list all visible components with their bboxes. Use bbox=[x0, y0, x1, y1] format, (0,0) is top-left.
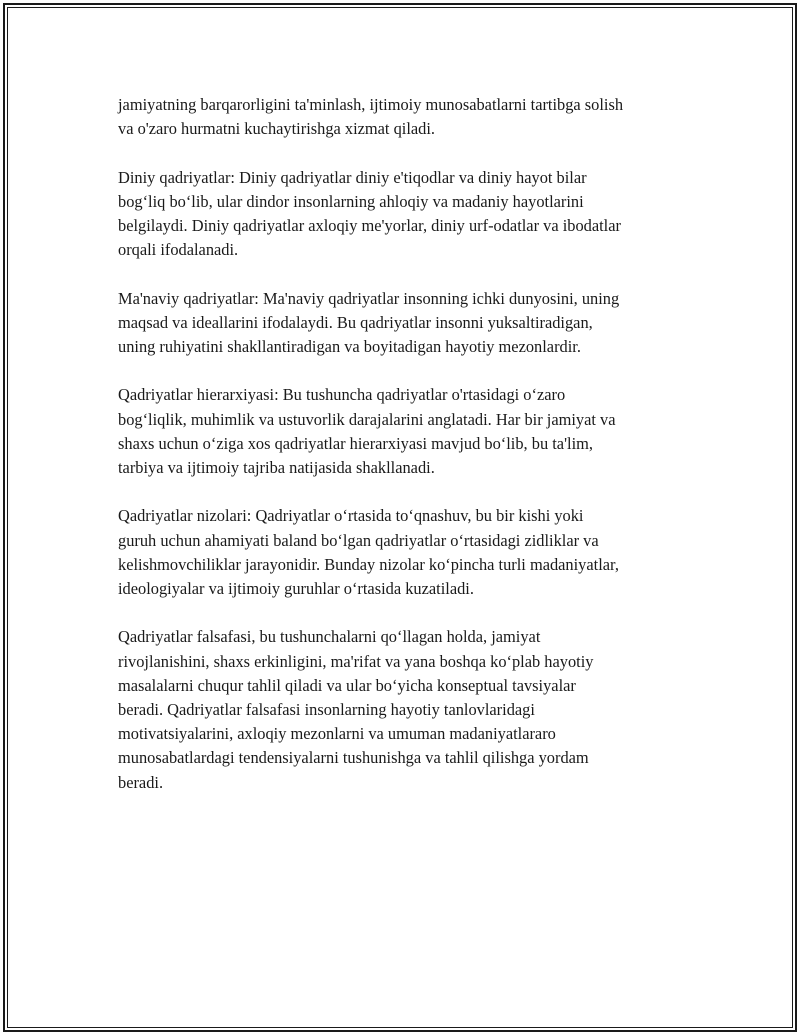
paragraph-qadriyatlar-nizolari: Qadriyatlar nizolari: Qadriyatlar o‘rtasida to‘qnashuv, bu bir kishi yoki guruh uchun ahamiyati baland bo‘lgan qadriyatlar o‘rtasidagi zidliklar va kelishmovchiliklar jarayonidir. Bunday nizolar ko‘pincha turli madaniyatlar, ideologiyalar va ijtimoiy guruhlar o‘rtasida kuzatiladi. bbox=[118, 506, 619, 598]
paragraph-manaviy-qadriyatlar: Ma'naviy qadriyatlar: Ma'naviy qadriyatlar insonning ichki dunyosini, uning maqsad va ideallarini ifodalaydi. Bu qadriyatlar insonni yuksaltiradigan, uning ruhiyatini shakllantiradigan va boyitadigan hayotiy mezonlardir. bbox=[118, 288, 620, 356]
paragraph-qadriyatlar-falsafasi: Qadriyatlar falsafasi, bu tushunchalarni qo‘llagan holda, jamiyat rivojlanishini, shaxs erkinligini, ma'rifat va yana boshqa ko‘plab hayotiy masalalarni chuqur tahlil qiladi va ular bo‘yicha konseptual tavsiyalar beradi. Qadriyatlar falsafasi insonlarning hayotiy tanlovlaridagi motivatsiyalarini, axloqiy mezonlarni va umuman madaniyatlararo munosabatlardagi tendensiyalarni tushunishga va tahlil qilishga yordam beradi. bbox=[118, 627, 594, 792]
paragraph-qadriyatlar-hierarxiyasi: Qadriyatlar hierarxiyasi: Bu tushuncha qadriyatlar o'rtasidagi o‘zaro bog‘liqlik, muhimlik va ustuvorlik darajalarini anglatadi. Har bir jamiyat va shaxs uchun o‘ziga xos qadriyatlar hierarxiyasi mavjud bo‘lib, bu ta'lim, tarbiya va ijtimoiy tajriba natijasida shakllanadi. bbox=[118, 385, 616, 477]
document-body bbox=[118, 93, 698, 819]
paragraph-diniy-qadriyatlar: Diniy qadriyatlar: Diniy qadriyatlar diniy e'tiqodlar va diniy hayot bilar bog‘liq bo‘lib, ular dindor insonlarning ahloqiy va madaniy hayotlarini belgilaydi. Diniy qadriyatlar axloqiy me'yorlar, diniy urf-odatlar va ibodatlar orqali ifodalanadi. bbox=[118, 167, 621, 260]
paragraph-continuation: jamiyatning barqarorligini ta'minlash, ijtimoiy munosabatlarni tartibga solish va o'zaro hurmatni kuchaytirishga xizmat qiladi. bbox=[118, 95, 624, 139]
